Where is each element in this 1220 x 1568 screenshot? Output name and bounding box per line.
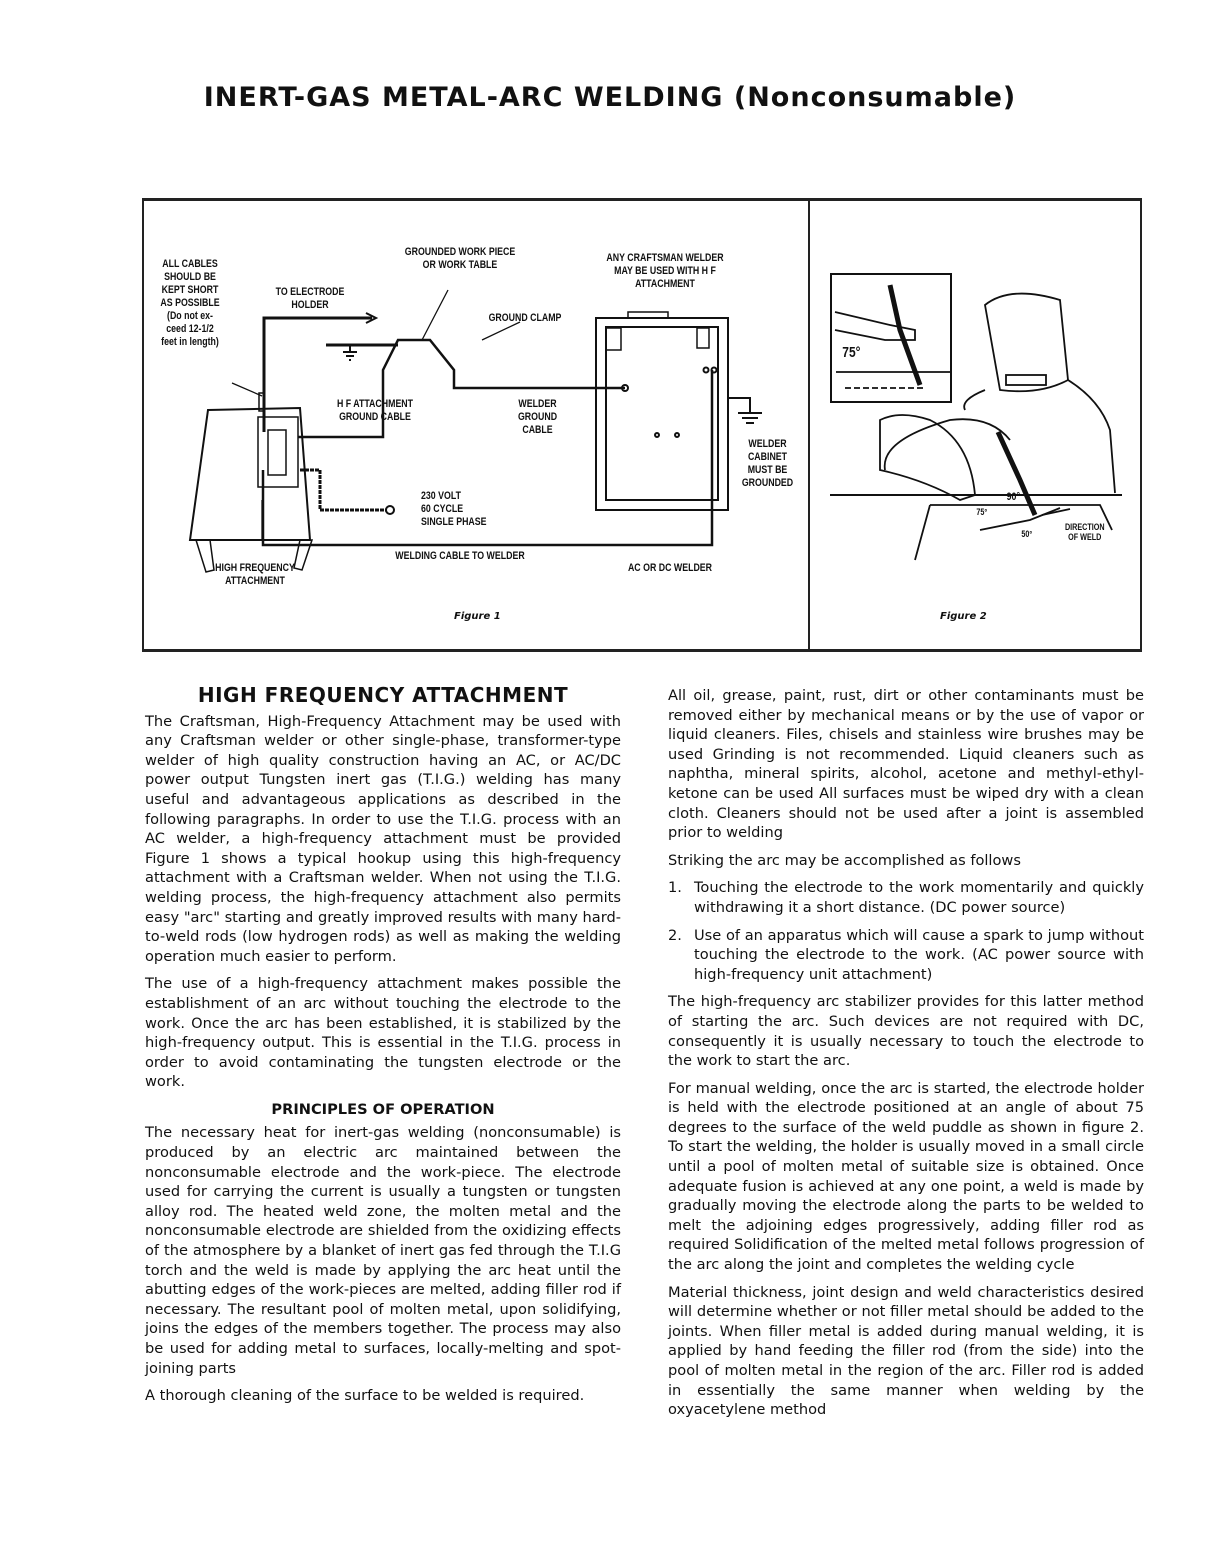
right-column <box>668 686 1144 1428</box>
label-text: ANY CRAFTSMAN WELDER MAY BE USED WITH H F ATTACHMENT <box>606 252 724 290</box>
label-text: GROUNDED WORK PIECE OR WORK TABLE <box>404 246 516 271</box>
list-number: 1. <box>668 879 682 897</box>
label-inset-angle <box>842 346 860 359</box>
label-angle-90 <box>1007 491 1020 504</box>
list-number: 2. <box>668 926 682 944</box>
label-text: DIRECTION OF WELD <box>1064 522 1105 542</box>
label-text: 230 VOLT 60 CYCLE SINGLE PHASE <box>421 490 487 528</box>
paragraph: Striking the arc may be accomplished as follows <box>668 851 1021 869</box>
figure-2-illustration <box>0 0 1220 660</box>
paragraph: Material thickness, joint design and weld characteristics desired will determine whether or not filler metal should be added to the joints. When filler metal is added during manual welding, it is applied by hand feeding the filler rod (from the side) into the pool of molten metal in the region of the arc. Filler rod is added in essentially the same manner when welding by the oxyacetylene method <box>668 1283 1144 1419</box>
label-text: H F ATTACHMENT GROUND CABLE <box>336 398 414 423</box>
paragraph: A thorough cleaning of the surface to be welded is required. <box>145 1387 585 1405</box>
label-text: ALL CABLES SHOULD BE KEPT SHORT AS POSSIBLE (Do not ex- ceed 12-1/2 feet in length) <box>160 258 220 348</box>
label-text: WELDER GROUND CABLE <box>517 398 558 436</box>
list-item <box>668 926 1144 985</box>
label-text: 75° <box>976 507 988 517</box>
label-text: AC OR DC WELDER <box>627 562 713 574</box>
list-item <box>668 878 1144 917</box>
paragraph: For manual welding, once the arc is started, the electrode holder is held with the electrode positioned at an angle of about 75 degrees to the surface of the weld puddle as shown in figure 2. To start the welding, the holder is usually moved in a small circle until a pool of molten metal of suitable size is obtained. Once adequate fusion is achieved at any one point, a weld is made by gradually moving the electrode along the parts to be welded to melt the adjoining edges progressively, adding filler rod as required Solidification of the melted metal follows progression of the arc along the joint and completes the welding cycle <box>668 1079 1144 1274</box>
paragraph: All oil, grease, paint, rust, dirt or other contaminants must be removed either by mechanical means or by the use of vapor or liquid cleaners. Files, chisels and stainless wire brushes may be used Grinding is not recommended. Liquid cleaners such as naphtha, mineral spirits, alcohol, acetone and methyl-ethyl-ketone can be used All surfaces must be wiped dry with a clean cloth. Cleaners should not be used after a joint is assembled prior to welding <box>668 687 1144 842</box>
figure-1-caption: Figure 1 <box>454 611 501 622</box>
list-text: Touching the electrode to the work momentarily and quickly withdrawing it a short distance. (DC power source) <box>694 879 1144 916</box>
label-angle-50 <box>1021 528 1032 541</box>
left-column <box>145 683 621 1414</box>
paragraph: The Craftsman, High-Frequency Attachment may be used with any Craftsman welder or other single-phase, transformer-type welder of high quality construction having an AC, or AC/DC power output Tungsten inert gas (T.I.G.) welding has many useful and advantageous applications as described in the following paragraphs. In order to use the T.I.G. process with an AC welder, a high-frequency attachment must be provided Figure 1 shows a typical hookup using this high-frequency attachment with a Craftsman welder. When not using the T.I.G. welding process, the high-frequency attachment also permits easy "arc" starting and greatly improved results with many hard-to-weld rods (low hydrogen rods) as well as making the welding operation much easier to perform. <box>145 712 621 965</box>
list-text: Use of an apparatus which will cause a spark to jump without touching the electrode to the work. (AC power source with high-frequency unit attachment) <box>694 926 1144 983</box>
paragraph: The use of a high-frequency attachment makes possible the establishment of an arc without touching the electrode to the work. Once the arc has been established, it is stabilized by the high-frequency output. This is essential in the T.I.G. process in order to avoid contaminating the tungsten electrode or the work. <box>145 975 621 1091</box>
paragraph: The necessary heat for inert-gas welding (nonconsumable) is produced by an electric arc maintained between the nonconsumable electrode and the work-piece. The electrode used for carrying the current is usually a tungsten or tungsten alloy rod. The heated weld zone, the molten metal and the nonconsumable electrode are shielded from the oxidizing effects of the atmosphere by a blanket of inert gas fed through the T.I.G torch and the weld is made by applying the arc heat until the abutting edges of the work-pieces are melted, adding filler rod if necessary. The resultant pool of molten metal, upon solidifying, joins the edges of the members together. The process may also be used for adding metal to surfaces, locally-melting and spot-joining parts <box>145 1124 621 1377</box>
label-text: 75° <box>842 344 861 361</box>
subsection-heading: PRINCIPLES OF OPERATION <box>271 1100 495 1118</box>
label-angle-75 <box>976 506 987 519</box>
label-text: 90° <box>1006 491 1020 503</box>
paragraph: The high-frequency arc stabilizer provides for this latter method of starting the arc. Such devices are not required with DC, consequently it is usually necessary to touch the electrode to the work to start the arc. <box>668 993 1144 1070</box>
label-text: WELDER CABINET MUST BE GROUNDED <box>741 438 794 489</box>
label-text: GROUND CLAMP <box>488 312 562 324</box>
page-title: INERT-GAS METAL-ARC WELDING (Nonconsumable) <box>203 82 1017 113</box>
label-text: TO ELECTRODE HOLDER <box>275 286 345 311</box>
label-text: WELDING CABLE TO WELDER <box>395 550 525 562</box>
label-text: 50° <box>1021 529 1033 539</box>
figure-2-caption: Figure 2 <box>940 611 987 622</box>
section-heading: HIGH FREQUENCY ATTACHMENT <box>197 683 569 707</box>
label-direction-of-weld <box>1065 522 1105 542</box>
helmet <box>985 294 1068 392</box>
label-text: HIGH FREQUENCY ATTACHMENT <box>215 562 295 587</box>
